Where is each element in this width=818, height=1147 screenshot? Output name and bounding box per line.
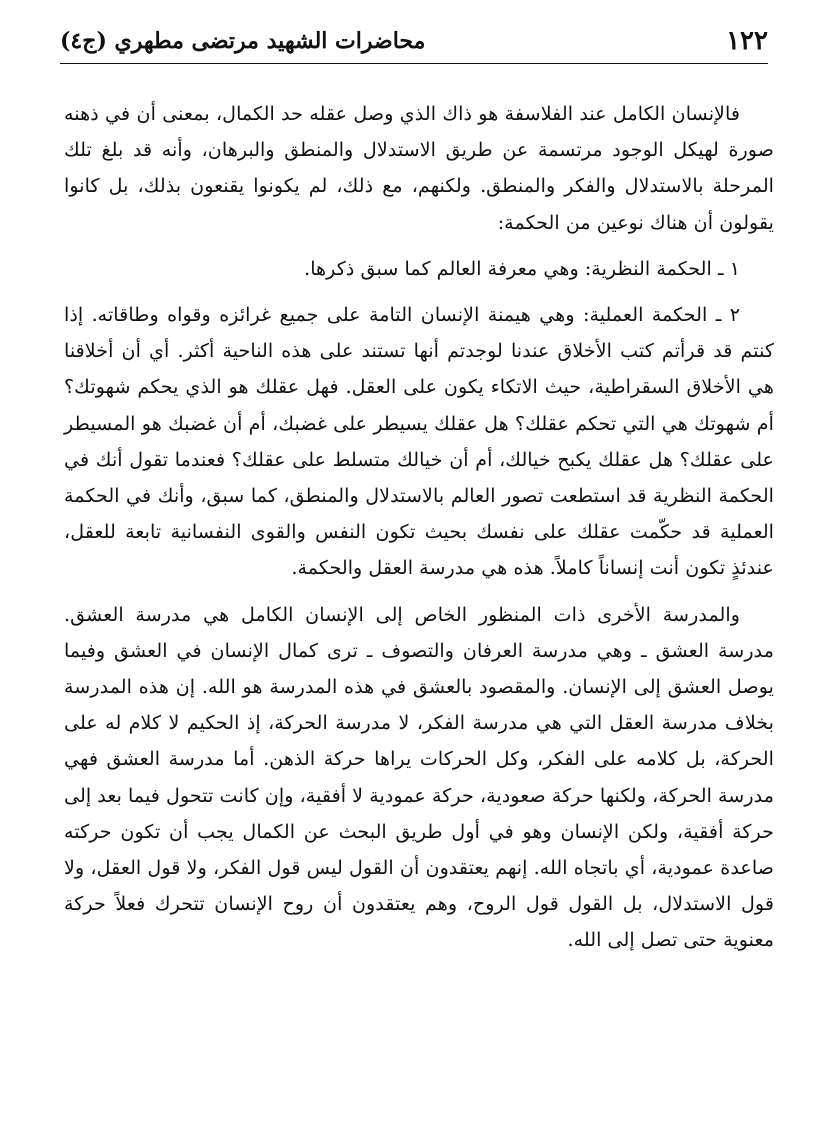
page-number: ١٢٢ [726, 25, 768, 56]
paragraph-practical-wisdom: ٢ ـ الحكمة العملية: وهي هيمنة الإنسان التامة على جميع غرائزه وقواه وطاقاته. إذا كنتم قد قرأتم كتب الأخلاق عندنا لوجدتم أنها تستند على هذه الناحية أكثر. أي أن أخلاقنا هي الأخلاق السقراطية، حيث الاتكاء يكون على العقل. فهل عقلك هو الذي يحكم شهوتك؟ أم شهوتك هي التي تحكم عقلك؟ هل عقلك يسيطر على غضبك، أم أن غضبك هو المسيطر على عقلك؟ هل عقلك يكبح خيالك، أم أن خيالك متسلط على عقلك؟ فعندما تقول أنك في الحكمة النظرية قد استطعت تصور العالم بالاستدلال والمنطق، كما سبق، وأنك في الحكمة العملية قد حكّمت عقلك على نفسك بحيث تكون النفس والقوى النفسانية تابعة للعقل، عندئذٍ تكون أنت إنساناً كاملاً. هذه هي مدرسة العقل والحكمة. [64, 303, 774, 580]
paragraph-intro: فالإنسان الكامل عند الفلاسفة هو ذاك الذي وصل عقله حد الكمال، بمعنى أن في ذهنه صورة لهيكل الوجود مرتسمة عن طريق الاستدلال والمنطق والبرهان، وأنه قد بلغ تلك المرحلة بالاستدلال والفكر والمنطق. ولكنهم، مع ذلك، لم يكونوا يقنعون بذلك، بل كانوا يقولون أن هناك نوعين من الحكمة: [64, 102, 774, 234]
page-body [64, 96, 774, 959]
paragraph-theoretical-wisdom: ١ ـ الحكمة النظرية: وهي معرفة العالم كما سبق ذكرها. [304, 256, 740, 280]
page-header [60, 22, 768, 64]
paragraph-school-of-love: والمدرسة الأخرى ذات المنظور الخاص إلى الإنسان الكامل هي مدرسة العشق. مدرسة العشق ـ وهي مدرسة العرفان والتصوف ـ ترى كمال الإنسان في العشق وفيما يوصل العشق إلى الإنسان. والمقصود بالعشق في هذه المدرسة هو الله. إن هذه المدرسة بخلاف مدرسة العقل التي هي مدرسة الفكر، لا مدرسة الحركة، إذ الحكيم لا كلام له على الحركة، بل كلامه على الفكر، وكل الحركات يراها حركة الذهن. أما مدرسة العشق فهي مدرسة الحركة، ولكنها حركة صعودية، حركة عمودية لا أفقية، وإن كانت تتحول فيما بعد إلى حركة أفقية، ولكن الإنسان وهو في أول طريق البحث عن الكمال يجب أن تكون حركته صاعدة عمودية، أي باتجاه الله. إنهم يعتقدون أن القول ليس قول الفكر، ولا قول العقل، ولا قول الاستدلال، بل القول قول الروح، وهم يعتقدون أن روح الإنسان تتحرك فعلاً حركة معنوية حتى تصل إلى الله. [64, 602, 774, 952]
running-title: محاضرات الشهيد مرتضى مطهري (ج٤) [60, 27, 426, 54]
